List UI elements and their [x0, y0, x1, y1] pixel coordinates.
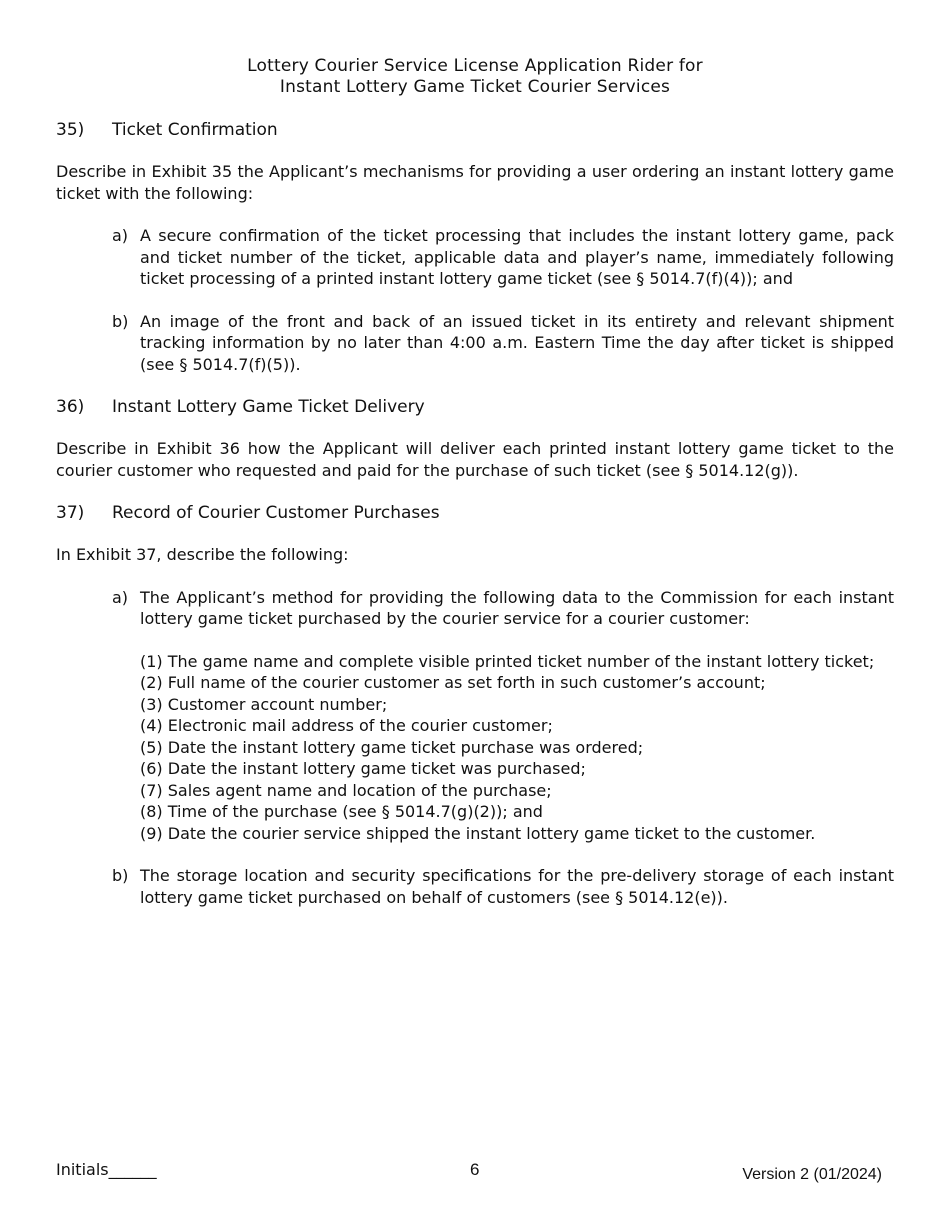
section-35-heading: [56, 119, 894, 141]
version-label: Version 2 (01/2024): [742, 1166, 882, 1183]
section-number: 35): [56, 120, 85, 140]
list-item: (1) The game name and complete visible printed ticket number of the instant lottery ticket;: [140, 651, 875, 671]
section-title: Instant Lottery Game Ticket Delivery: [112, 397, 425, 417]
section-title: Ticket Confirmation: [112, 120, 278, 140]
section-35-intro: Describe in Exhibit 35 the Applicant’s mechanisms for providing a user ordering an instant lottery game ticket with the following:: [56, 162, 894, 203]
document-header: [0, 56, 950, 98]
section-35-item-b: [112, 311, 894, 376]
list-item: (5) Date the instant lottery game ticket purchase was ordered;: [140, 737, 644, 757]
section-36-intro: Describe in Exhibit 36 how the Applicant will deliver each printed instant lottery game ticket to the courier customer who requested and paid for the purchase of such ticket (see § 5014.12(g)).: [56, 439, 894, 480]
list-item: (9) Date the courier service shipped the instant lottery game ticket to the customer.: [140, 823, 816, 843]
list-item: (2) Full name of the courier customer as set forth in such customer’s account;: [140, 673, 766, 692]
item-label: a): [112, 226, 129, 245]
item-label: b): [112, 311, 129, 331]
item-text: The Applicant’s method for providing the following data to the Commission for each instant lottery game ticket purchased by the courier service for a courier customer:: [140, 587, 894, 628]
item-text: The storage location and security specifications for the pre-delivery storage of each instant lottery game ticket purchased on behalf of customers (see § 5014.12(e)).: [140, 866, 894, 907]
section-number: 37): [56, 503, 85, 523]
header-title-line-2: Instant Lottery Game Ticket Courier Services: [279, 77, 671, 97]
item-text: A secure confirmation of the ticket processing that includes the instant lottery game, pack and ticket number of the ticket, applicable data and player’s name, immediately following ticket processing of a printed instant lottery game ticket (see § 5014.7(f)(4)); and: [140, 226, 894, 288]
data-fields-list: [140, 651, 894, 845]
item-text: An image of the front and back of an issued ticket in its entirety and relevant shipment tracking information by no later than 4:00 a.m. Eastern Time the day after ticket is shipped (see § 5014.7(f)(5)).: [140, 311, 894, 374]
header-title-line-1: Lottery Courier Service License Application Rider for: [247, 56, 703, 76]
section-37-item-b: [112, 865, 894, 908]
section-37-item-a: [112, 587, 894, 630]
list-item: (3) Customer account number;: [140, 694, 388, 714]
section-title: Record of Courier Customer Purchases: [112, 503, 440, 523]
section-35-item-a: [112, 225, 894, 290]
list-item: (6) Date the instant lottery game ticket was purchased;: [140, 759, 586, 778]
item-label: b): [112, 866, 129, 885]
section-37-heading: [56, 502, 894, 524]
page-number: 6: [470, 1160, 480, 1179]
document-body: [56, 119, 894, 929]
list-item: (4) Electronic mail address of the courier customer;: [140, 716, 553, 735]
section-37-intro: In Exhibit 37, describe the following:: [56, 545, 349, 564]
page-footer: [56, 1158, 894, 1188]
initials-field: Initials______: [56, 1160, 157, 1179]
section-36-heading: [56, 396, 894, 418]
item-label: a): [112, 587, 129, 607]
list-item: (8) Time of the purchase (see § 5014.7(g)(2)); and: [140, 802, 543, 821]
list-item: (7) Sales agent name and location of the purchase;: [140, 780, 552, 800]
section-number: 36): [56, 397, 85, 417]
